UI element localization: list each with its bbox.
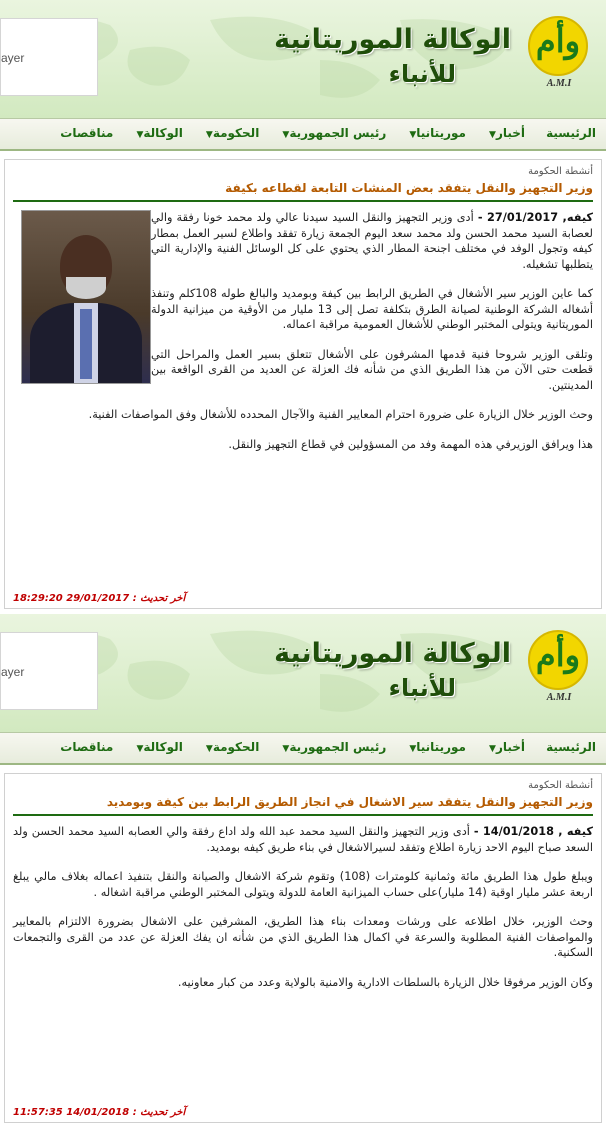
- article-paragraph: [13, 824, 593, 855]
- nav-label: الوكالة: [143, 740, 183, 754]
- article-paragraph: وكان الوزير مرفوقا خلال الزيارة بالسلطات الادارية والامنية بالولاية وعدد من كبار معاونيه.: [177, 975, 593, 989]
- nav-item-news[interactable]: [487, 740, 525, 754]
- nav-label: أخبار: [495, 126, 526, 140]
- nav-label: رئيس الجمهورية: [289, 740, 387, 754]
- ami-logo[interactable]: [522, 628, 596, 708]
- article-box: [4, 159, 602, 609]
- nav-label: الوكالة: [143, 126, 183, 140]
- article-dateline: كيفه, 27/01/2017 -: [477, 211, 593, 224]
- nav-label: مناقصات: [60, 126, 114, 140]
- nav-item-news[interactable]: [487, 126, 525, 140]
- paragraph-text: أدى وزير التجهيز والنقل السيد محمد عبد الله ولد اداع رفقة والي العصابه السيد محمد الحسن ولد السعد صباح اليوم الاحد زيارة اطلاع وتفقد لسيرالاشغال في بناء طريق كيفه بومديد.: [13, 825, 593, 854]
- article-paragraph: وحث الوزير، خلال اطلاعه على ورشات ومعدات بناء هذا الطريق، المشرفين على الاشغال بضرورة الالتزام بالمعايير والمواصفات الفنية المطلوبة والسرعة في اكمال هذا الطريق الذي من شأنه ان يفك العزلة عن عدد من القرى والتجمعات السكنية.: [13, 915, 593, 959]
- last-updated: [13, 1107, 185, 1118]
- player-text: ayer: [1, 665, 25, 679]
- site-title: الوكالة الموريتانية: [274, 24, 511, 55]
- nav-item-home[interactable]: [546, 126, 596, 140]
- article-box: [4, 773, 602, 1123]
- dropdown-arrow-icon: ▼: [489, 130, 496, 140]
- logo-caption: A.M.I: [546, 692, 572, 703]
- dropdown-arrow-icon: ▼: [409, 130, 417, 140]
- nav-label: مناقصات: [60, 740, 114, 754]
- article-headline: وزير التجهيز والنقل يتفقد سير الاشغال في انجاز الطريق الرابط بين كيفة وبومديد: [13, 795, 593, 816]
- site-title: الوكالة الموريتانية: [274, 638, 511, 669]
- nav-label: أخبار: [495, 740, 526, 754]
- last-updated-timestamp: 29/01/2017 18:29:20: [13, 593, 130, 604]
- last-updated-timestamp: 14/01/2018 11:57:35: [13, 1107, 130, 1118]
- nav-label: الحكومة: [212, 740, 260, 754]
- nav-label: رئيس الجمهورية: [289, 126, 387, 140]
- last-updated: [13, 593, 185, 604]
- nav-item-president[interactable]: [280, 126, 386, 140]
- dropdown-arrow-icon: ▼: [205, 130, 213, 140]
- nav-item-agency[interactable]: [134, 740, 182, 754]
- article-paragraph: وحث الوزير خلال الزيارة على ضرورة احترام المعايير الفنية والآجال المحدده للأشغال وفق المواصفات الفنية.: [88, 408, 593, 421]
- minister-photo: [21, 210, 151, 384]
- article-paragraph: وتلقى الوزير شروحا فنية قدمها المشرفون على الأشغال تتعلق بسير العمل والمراحل التي قطعت حتى الآن من هذا الطريق الذي من شأنه فك العزلة عن العديد من القرى الواقعة بين المدينتين.: [151, 347, 593, 392]
- nav-label: موريتانيا: [416, 740, 466, 754]
- site-subtitle: للأنباء: [388, 674, 456, 702]
- article-dateline: كيفه , 14/01/2018 -: [473, 825, 593, 838]
- dropdown-arrow-icon: ▼: [136, 130, 144, 140]
- article-paragraph: هذا ويرافق الوزيرفي هذه المهمة وفد من المسؤولين في قطاع التجهيز والنقل.: [228, 437, 593, 451]
- player-text: ayer: [1, 51, 25, 65]
- article-body: [13, 824, 593, 990]
- nav-label: موريتانيا: [416, 126, 466, 140]
- logo-caption: A.M.I: [546, 78, 572, 89]
- nav-item-president[interactable]: [280, 740, 386, 754]
- main-nav: [0, 732, 606, 765]
- dropdown-arrow-icon: ▼: [282, 130, 290, 140]
- logo-letters: وأم: [535, 22, 581, 60]
- media-player[interactable]: [0, 632, 98, 710]
- article-body: [13, 210, 593, 452]
- last-updated-label: آخر تحديث :: [132, 593, 186, 604]
- site-subtitle: للأنباء: [388, 60, 456, 88]
- logo-letters: وأم: [535, 636, 581, 674]
- nav-item-government[interactable]: [204, 126, 259, 140]
- nav-item-tenders[interactable]: [60, 740, 113, 754]
- paragraph-text: أدى وزير التجهيز والنقل السيد سيدنا عالي ولد محمد خونا رفقة والي لعصابة السيد محمد الحسن ولد محمد سعد اليوم الجمعة زيارة تفقد واطلاع لسير العمل بمطار كيفه وتجول الوفد في مختلف اجنحة المطار الذي يحتوي على كل الوسائل الفنية والإدارية التي يتطلبها تشغيله.: [151, 211, 593, 271]
- site-header: [0, 0, 606, 118]
- dropdown-arrow-icon: ▼: [136, 744, 144, 754]
- dropdown-arrow-icon: ▼: [205, 744, 213, 754]
- nav-item-tenders[interactable]: [60, 126, 113, 140]
- nav-label: الرئيسية: [546, 740, 596, 754]
- nav-label: الحكومة: [212, 126, 260, 140]
- dropdown-arrow-icon: ▼: [489, 744, 496, 754]
- article-paragraph: كما عاين الوزير سير الأشغال في الطريق الرابط بين كيفة وبومديد والبالغ طوله 108كلم وتنفذ أشغاله الشركة الوطنية لصيانة الطرق بتكلفة تصل إلى 13 مليار من الأوقية من ميزانية الدولة الموريتانية ويتولى المختبر الوطني للأشغال العمومية مراقبة اعماله.: [151, 287, 593, 331]
- main-nav: [0, 118, 606, 151]
- nav-label: الرئيسية: [546, 126, 596, 140]
- media-player[interactable]: [0, 18, 98, 96]
- nav-item-government[interactable]: [204, 740, 259, 754]
- dropdown-arrow-icon: ▼: [409, 744, 417, 754]
- nav-item-home[interactable]: [546, 740, 596, 754]
- article-category[interactable]: أنشطة الحكومة: [528, 166, 593, 177]
- ami-logo[interactable]: [522, 14, 596, 94]
- nav-item-mauritania[interactable]: [407, 740, 466, 754]
- nav-item-mauritania[interactable]: [407, 126, 466, 140]
- dropdown-arrow-icon: ▼: [282, 744, 290, 754]
- last-updated-label: آخر تحديث :: [132, 1107, 186, 1118]
- nav-item-agency[interactable]: [134, 126, 182, 140]
- article-headline: وزير التجهيز والنقل يتفقد بعض المنشات التابعة لقطاعه بكيفة: [13, 181, 593, 202]
- screenshot-section-2: [0, 614, 606, 1124]
- article-paragraph: ويبلغ طول هذا الطريق مائة وثمانية كلومترات (108) وتقوم شركة الاشغال والصيانة والنقل بتنفيذ اعماله بغلاف مالي يبلغ اربعة عشر مليار اوقية (14 مليار)على حساب الميزانية العامة للدولة ويتولى المختبر الوطني مراقبة اشغاله .: [13, 870, 593, 899]
- article-category[interactable]: أنشطة الحكومة: [528, 780, 593, 791]
- site-header: [0, 614, 606, 732]
